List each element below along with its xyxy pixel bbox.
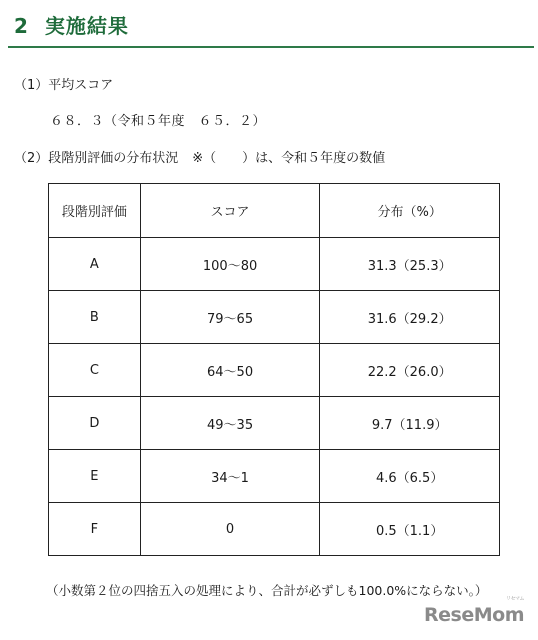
score-cell: 79〜65 bbox=[140, 291, 320, 344]
table-row bbox=[49, 450, 500, 503]
average-score: ６８．３（令和５年度 ６５．２） bbox=[50, 114, 267, 129]
logo-kana: リセマム bbox=[506, 596, 524, 602]
distribution-cell: 9.7（11.9） bbox=[320, 397, 500, 450]
section-heading: 実施結果 bbox=[44, 14, 129, 38]
section-title bbox=[14, 10, 129, 39]
grade-cell: C bbox=[49, 344, 141, 397]
distribution-table bbox=[48, 183, 500, 556]
score-cell: 64〜50 bbox=[140, 344, 320, 397]
table-row bbox=[49, 291, 500, 344]
distribution-cell: 22.2（26.0） bbox=[320, 344, 500, 397]
grade-cell: E bbox=[49, 450, 141, 503]
table-row bbox=[49, 238, 500, 291]
score-cell: 34〜1 bbox=[140, 450, 320, 503]
table-row bbox=[49, 503, 500, 556]
score-cell: 49〜35 bbox=[140, 397, 320, 450]
item2-label: （2）段階別評価の分布状況 bbox=[14, 151, 179, 166]
header-score: スコア bbox=[140, 184, 320, 238]
distribution-cell: 4.6（6.5） bbox=[320, 450, 500, 503]
section-number: 2 bbox=[14, 14, 29, 38]
logo-text: ReseMom bbox=[424, 604, 524, 626]
item2-note: ※（ ）は、令和５年度の数値 bbox=[192, 151, 386, 166]
header-grade: 段階別評価 bbox=[49, 184, 141, 238]
score-cell: 0 bbox=[140, 503, 320, 556]
table-row bbox=[49, 397, 500, 450]
footnote: （小数第２位の四捨五入の処理により、合計が必ずしも100.0%にならない。） bbox=[46, 583, 488, 598]
table-row bbox=[49, 344, 500, 397]
table-header-row bbox=[49, 184, 500, 238]
score-cell: 100〜80 bbox=[140, 238, 320, 291]
header-distribution: 分布（%） bbox=[320, 184, 500, 238]
grade-cell: D bbox=[49, 397, 141, 450]
distribution-cell: 31.3（25.3） bbox=[320, 238, 500, 291]
item2-heading bbox=[14, 147, 385, 166]
grade-cell: B bbox=[49, 291, 141, 344]
resemom-logo bbox=[424, 596, 524, 626]
title-underline bbox=[8, 46, 534, 48]
distribution-cell: 0.5（1.1） bbox=[320, 503, 500, 556]
grade-cell: F bbox=[49, 503, 141, 556]
distribution-cell: 31.6（29.2） bbox=[320, 291, 500, 344]
item1-label: （1）平均スコア bbox=[14, 78, 114, 93]
grade-cell: A bbox=[49, 238, 141, 291]
